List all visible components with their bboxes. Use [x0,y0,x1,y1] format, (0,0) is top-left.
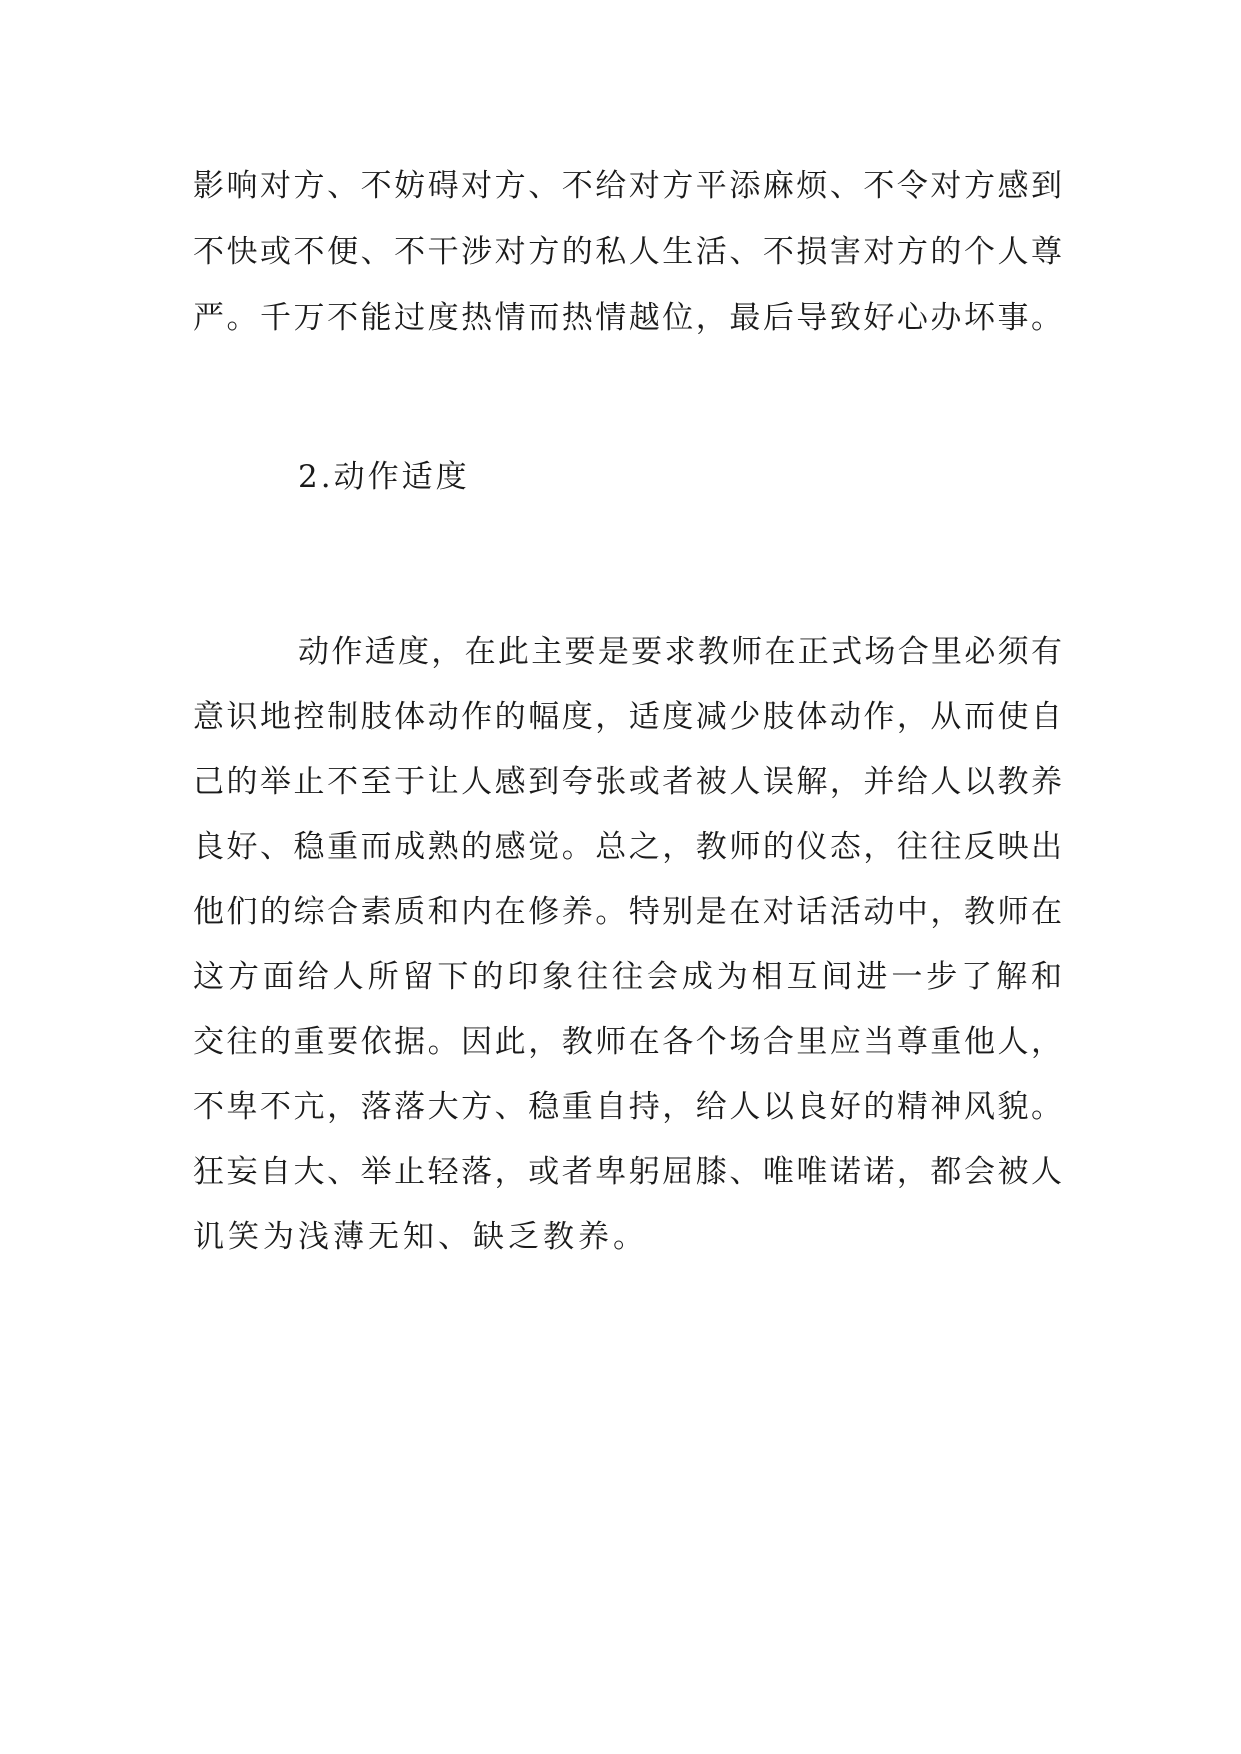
paragraph-line: 意识地控制肢体动作的幅度，适度减少肢体动作，从而使自 [193,699,1063,735]
paragraph-line: 狂妄自大、举止轻落，或者卑躬屈膝、唯唯诺诺，都会被人 [193,1154,1063,1190]
paragraph-line: 不卑不亢，落落大方、稳重自持，给人以良好的精神风貌。 [193,1089,1063,1125]
paragraph-line: 不快或不便、不干涉对方的私人生活、不损害对方的个人尊 [193,234,1063,270]
paragraph-line: 良好、稳重而成熟的感觉。总之，教师的仪态，往往反映出 [193,829,1063,865]
paragraph-line: 讥笑为浅薄无知、缺乏教养。 [193,1219,648,1255]
section-heading: 2.动作适度 [298,459,470,495]
paragraph-line: 严。千万不能过度热情而热情越位，最后导致好心办坏事。 [193,300,1063,336]
paragraph-line: 交往的重要依据。因此，教师在各个场合里应当尊重他人， [193,1024,1063,1060]
paragraph-line: 这方面给人所留下的印象往往会成为相互间进一步了解和 [193,959,1063,995]
paragraph-line: 动作适度，在此主要是要求教师在正式场合里必须有 [298,634,1063,670]
paragraph-line: 己的举止不至于让人感到夸张或者被人误解，并给人以教养 [193,764,1063,800]
paragraph-line: 影响对方、不妨碍对方、不给对方平添麻烦、不令对方感到 [193,168,1063,204]
paragraph-line: 他们的综合素质和内在修养。特别是在对话活动中，教师在 [193,894,1063,930]
